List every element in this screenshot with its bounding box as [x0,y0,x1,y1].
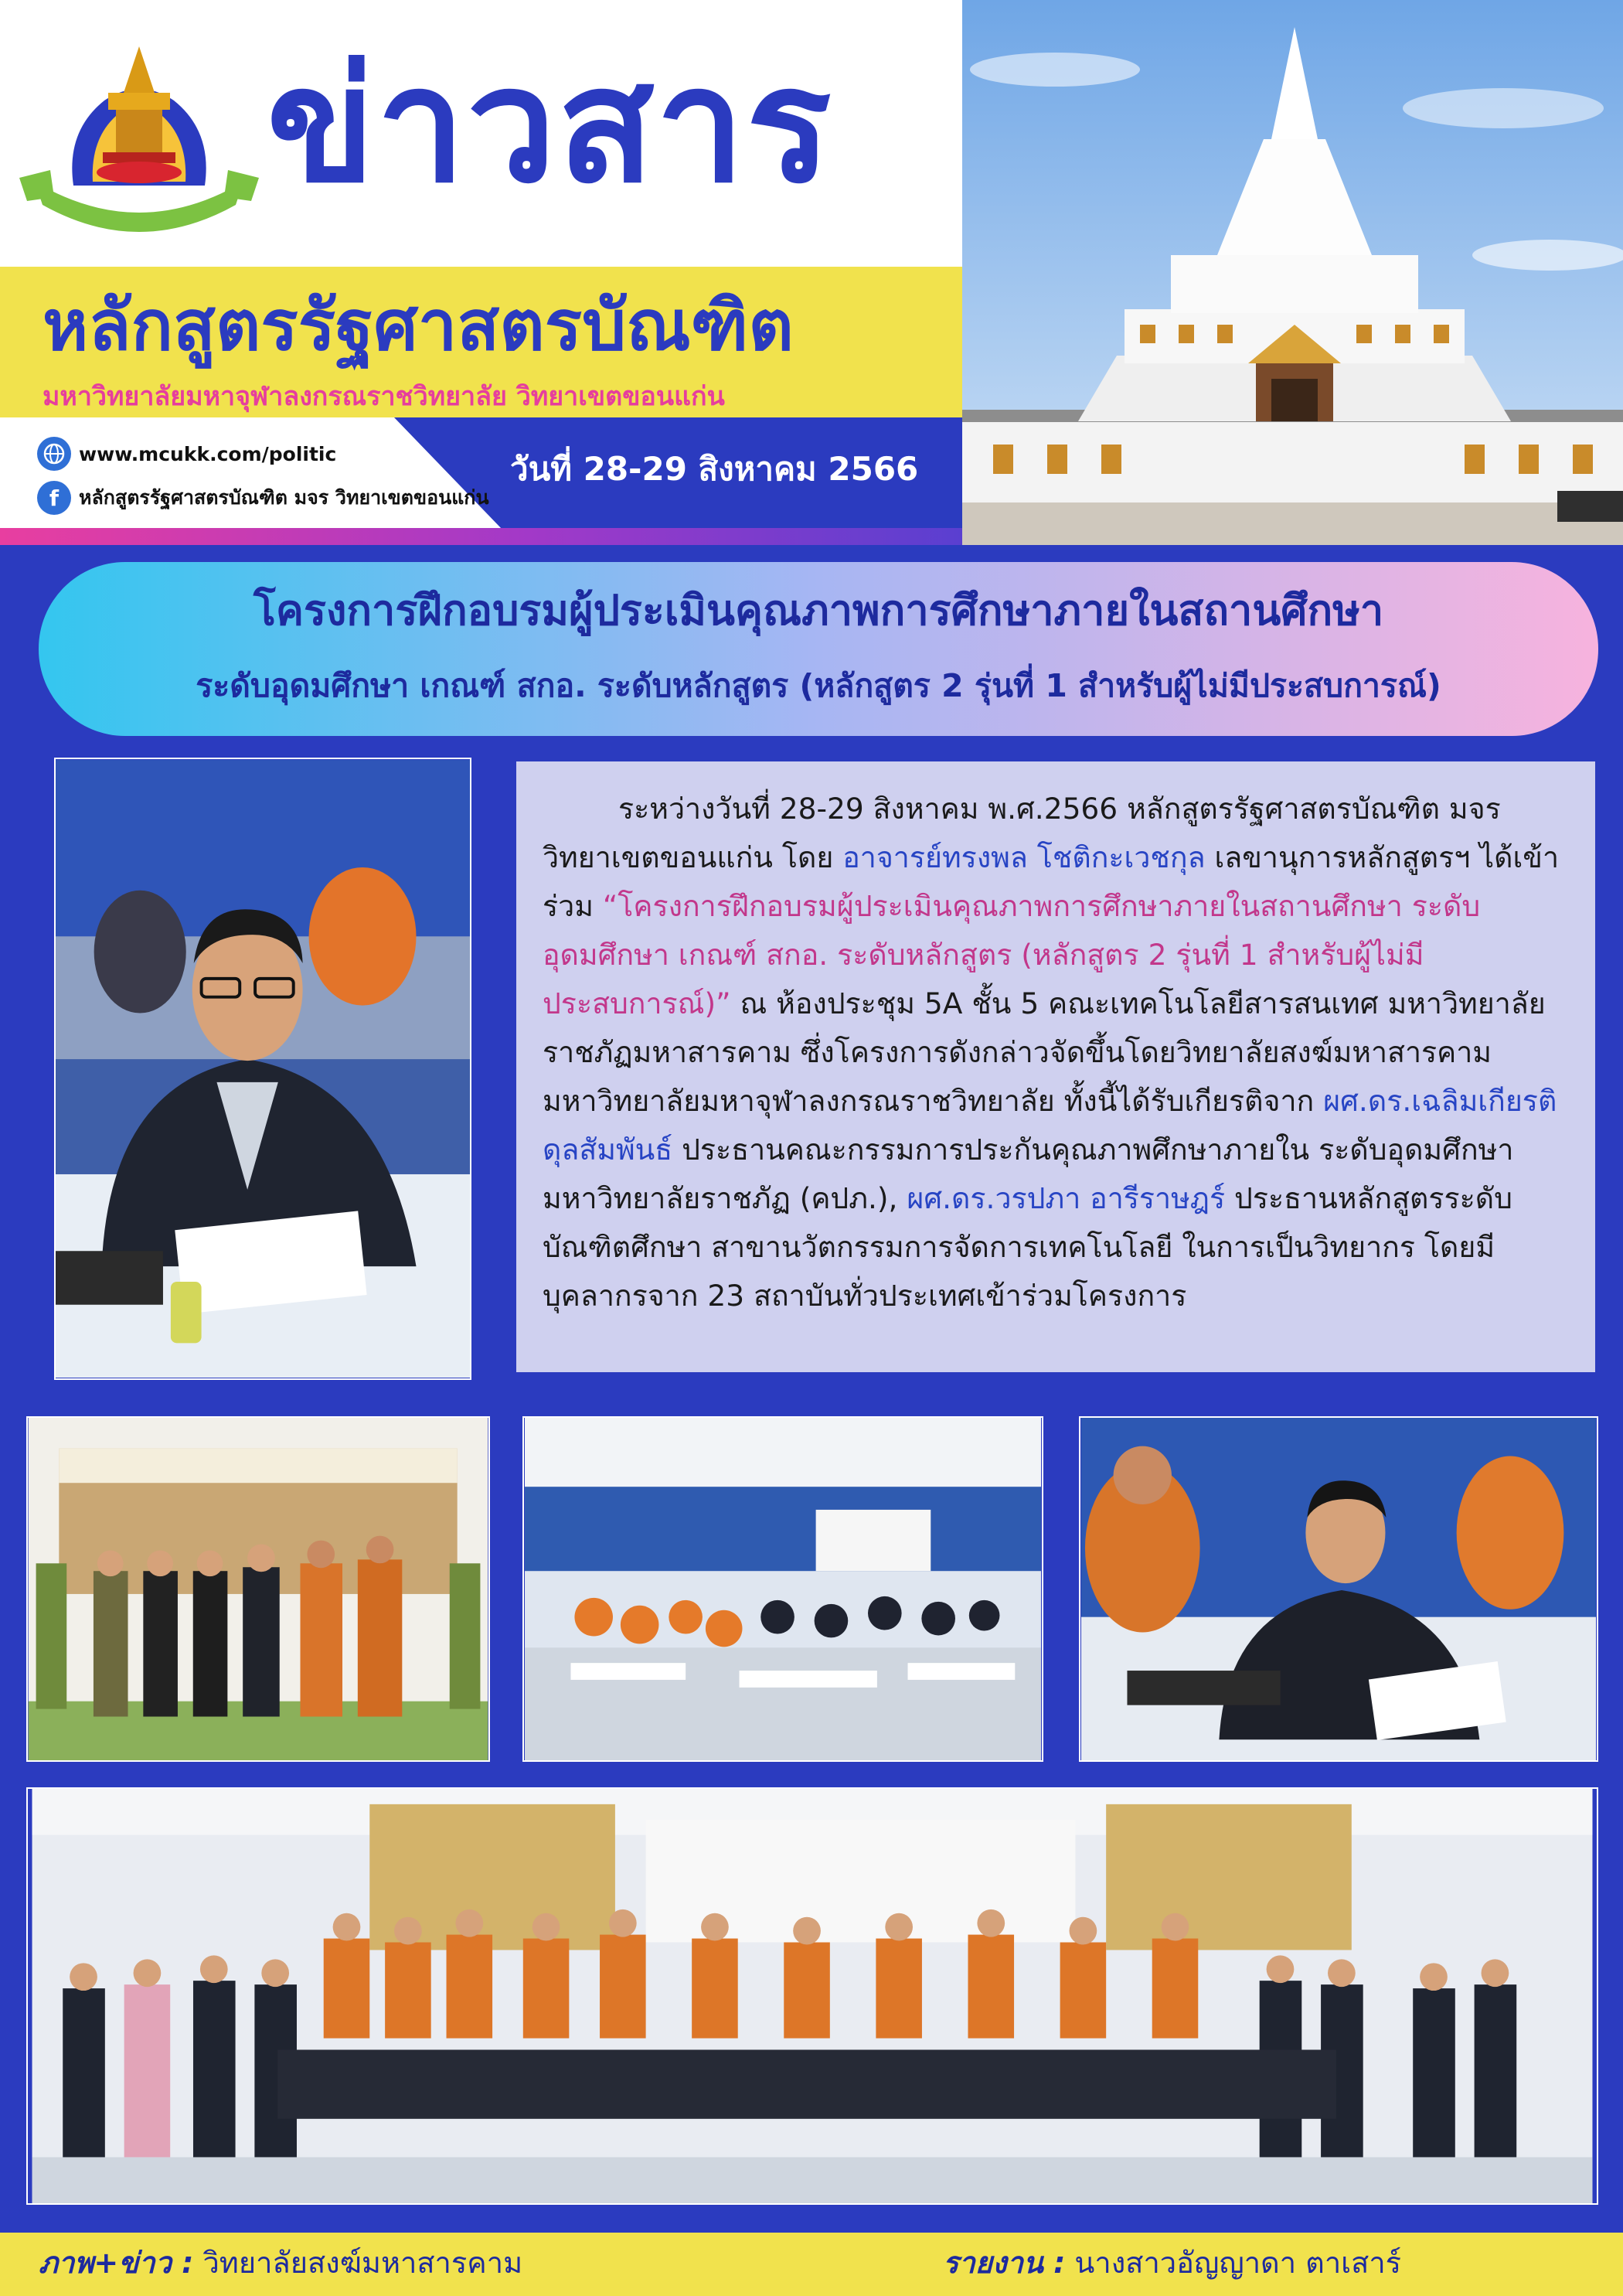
meeting-hall-photo [522,1416,1043,1762]
website-row[interactable] [37,437,336,471]
article-text: ณ ห้องประชุม 5A ชั้น 5 คณะเทคโนโลยีสารสนเทศ มหาวิทยาลัยราชภัฏมหาสารคาม ซึ่งโครงการดังกล่าวจัดขึ้นโดยวิทยาลัยสงฆ์มหาสารคาม มหาวิทยาลัยมหาจุฬาลงกรณราชวิทยาลัย ทั้งนี้ได้รับเกียรติจาก [543,986,1546,1118]
article-text: ระหว่างวันที่ 28-29 สิงหาคม พ.ศ.2566 หลักสูตรรัฐศาสตรบัณฑิต มจร วิทยาเขตขอนแก่น โดย [543,792,1501,874]
participant-writing-photo [1079,1416,1598,1762]
facebook-page[interactable]: หลักสูตรรัฐศาสตรบัณฑิต มจร วิทยาเขตขอนแก่น [79,486,489,509]
article-text: ประธานหลักสูตรระดับบัณฑิตศึกษา สาขานวัตกรรมการจัดการเทคโนโลยี ในการเป็นวิทยากร โดยมีบุคลากรจาก 23 สถาบันทั่วประเทศเข้าร่วมโครงการ [543,1181,1512,1313]
reporter-label: รายงาน : [943,2246,1066,2280]
article-text: ประธานคณะกรรมการประกันคุณภาพศึกษาภายใน ระดับอุดมศึกษา มหาวิทยาลัยราชภัฏ (คปภ.), [543,1133,1514,1215]
article-paragraph [543,785,1569,1320]
photo-credit-value: วิทยาลัยสงฆ์มหาสารคาม [193,2246,523,2280]
event-date: วันที่ 28-29 สิงหาคม 2566 [510,450,919,488]
temple-photo [962,0,1623,545]
newsletter-title: ข่าวสาร [267,34,833,218]
facebook-icon: f [37,481,71,515]
reporter-value: นางสาวอัญญาดา ตาเสาร์ [1065,2246,1402,2280]
news-article [516,761,1595,1372]
group-photo-large [26,1787,1598,2205]
globe-icon [37,437,71,471]
website-link[interactable]: www.mcukk.com/politic [79,442,337,465]
photo-credit-label: ภาพ+ข่าว : [39,2246,194,2280]
facebook-row[interactable] [37,481,489,515]
group-photo-small [26,1416,490,1762]
university-logo-icon [19,46,259,232]
person-name: ผศ.ดร.วรปภา อารีราษฎร์ [907,1181,1226,1215]
banner-title: โครงการฝึกอบรมผู้ประเมินคุณภาพการศึกษาภายในสถานศึกษา [253,586,1384,635]
banner-subtitle: ระดับอุดมศึกษา เกณฑ์ สกอ. ระดับหลักสูตร (หลักสูตร 2 รุ่นที่ 1 สำหรับผู้ไม่มีประสบการณ์) [196,667,1441,704]
article-text: เลขานุการหลักสูตรฯ ได้เข้าร่วม [543,840,1559,923]
program-title: หลักสูตรรัฐศาสตรบัณฑิต [43,285,794,366]
header-gradient-stripe [0,528,962,545]
university-name: มหาวิทยาลัยมหาจุฬาลงกรณราชวิทยาลัย วิทยาเขตขอนแก่น [43,381,725,412]
photo-credit [39,2238,522,2287]
speaker-photo [54,758,471,1380]
reporter-credit [943,2238,1401,2287]
person-name: อาจารย์ทรงพล โชติกะเวชกุล [842,840,1206,874]
project-name: “โครงการฝึกอบรมผู้ประเมินคุณภาพการศึกษาภายในสถานศึกษา ระดับอุดมศึกษา เกณฑ์ สกอ. ระดับหลักสูตร (หลักสูตร 2 รุ่นที่ 1 สำหรับผู้ไม่มีประสบการณ์)” [543,889,1481,1020]
person-name: ผศ.ดร.เฉลิมเกียรติ ดุลสัมพันธ์ [543,1084,1557,1167]
